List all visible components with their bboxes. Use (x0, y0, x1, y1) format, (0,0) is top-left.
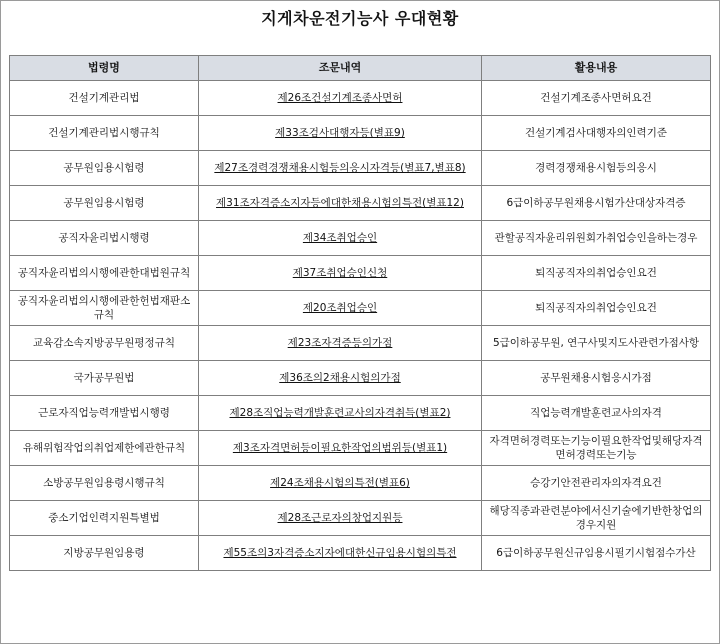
article-link[interactable]: 제55조의3자격증소지자에대한신규임용시험의특전 (223, 547, 457, 559)
article-link-cell[interactable] (199, 326, 482, 361)
law-name-cell: 소방공무원임용령시행규칙 (10, 466, 199, 501)
table-row (10, 466, 711, 501)
header-usage: 활용내용 (482, 56, 711, 81)
table-row (10, 361, 711, 396)
article-link[interactable]: 제3조자격면허등이필요한작업의범위등(별표1) (232, 442, 448, 454)
law-name-cell: 건설기계관리법시행규칙 (10, 116, 199, 151)
law-name-cell: 근로자직업능력개발법시행령 (10, 396, 199, 431)
header-law-name: 법령명 (10, 56, 199, 81)
article-link-cell[interactable] (199, 536, 482, 571)
usage-cell: 퇴직공직자의취업승인요건 (482, 256, 711, 291)
article-link-cell[interactable] (199, 221, 482, 256)
article-link-cell[interactable] (199, 81, 482, 116)
article-link-cell[interactable] (199, 291, 482, 326)
usage-cell: 공무원채용시험응시가점 (482, 361, 711, 396)
article-link-cell[interactable] (199, 361, 482, 396)
article-link[interactable]: 제33조검사대행자등(별표9) (275, 127, 405, 139)
usage-cell: 자격면허경력또는기능이필요한작업및해당자격면허경력또는기능 (482, 431, 711, 466)
article-link-cell[interactable] (199, 151, 482, 186)
law-name-cell: 공무원임용시험령 (10, 151, 199, 186)
usage-cell: 건설기계조종사면허요건 (482, 81, 711, 116)
article-link[interactable]: 제28조근로자의창업지원등 (277, 512, 403, 524)
page-title: 지게차운전기능사 우대현황 (261, 9, 459, 28)
article-link[interactable]: 제36조의2채용시험의가점 (279, 372, 401, 384)
table-row (10, 396, 711, 431)
table-row (10, 501, 711, 536)
table-row (10, 186, 711, 221)
usage-cell: 관할공직자윤리위원회가취업승인을하는경우 (482, 221, 711, 256)
table-row (10, 326, 711, 361)
table-row (10, 291, 711, 326)
article-link[interactable]: 제37조취업승인신청 (292, 267, 388, 279)
table-header-row (10, 56, 711, 81)
law-name-cell: 유해위험작업의취업제한에관한규칙 (10, 431, 199, 466)
article-link-cell[interactable] (199, 466, 482, 501)
article-link[interactable]: 제23조자격증등의가점 (287, 337, 393, 349)
usage-cell: 퇴직공직자의취업승인요건 (482, 291, 711, 326)
article-link[interactable]: 제31조자격증소지자등에대한채용시험의특전(별표12) (216, 197, 464, 209)
law-name-cell: 교육감소속지방공무원평정규칙 (10, 326, 199, 361)
article-link[interactable]: 제26조건설기계조종사면허 (277, 92, 403, 104)
article-link-cell[interactable] (199, 396, 482, 431)
law-name-cell: 중소기업인력지원특별법 (10, 501, 199, 536)
article-link-cell[interactable] (199, 431, 482, 466)
article-link[interactable]: 제34조취업승인 (302, 232, 378, 244)
table-row (10, 81, 711, 116)
law-name-cell: 지방공무원임용령 (10, 536, 199, 571)
usage-cell: 6급이하공무원채용시험가산대상자격증 (482, 186, 711, 221)
article-link[interactable]: 제28조직업능력개발훈련교사의자격취득(별표2) (229, 407, 451, 419)
table-row (10, 431, 711, 466)
table-row (10, 151, 711, 186)
usage-cell: 직업능력개발훈련교사의자격 (482, 396, 711, 431)
article-link[interactable]: 제27조경력경쟁채용시험등의응시자격등(별표7,별표8) (214, 162, 466, 174)
law-name-cell: 공직자윤리법의시행에관한헌법재판소규칙 (10, 291, 199, 326)
header-article: 조문내역 (199, 56, 482, 81)
article-link-cell[interactable] (199, 501, 482, 536)
usage-cell: 해당직종과관련분야에서신기술에기반한창업의경우지원 (482, 501, 711, 536)
article-link-cell[interactable] (199, 256, 482, 291)
article-link-cell[interactable] (199, 186, 482, 221)
usage-cell: 경력경쟁채용시험등의응시 (482, 151, 711, 186)
table-row (10, 221, 711, 256)
table-row (10, 536, 711, 571)
usage-cell: 6급이하공무원신규임용시필기시험점수가산 (482, 536, 711, 571)
table-row (10, 256, 711, 291)
article-link[interactable]: 제20조취업승인 (302, 302, 378, 314)
law-name-cell: 건설기계관리법 (10, 81, 199, 116)
law-name-cell: 국가공무원법 (10, 361, 199, 396)
article-link[interactable]: 제24조채용시험의특전(별표6) (270, 477, 410, 489)
usage-cell: 승강기안전관리자의자격요건 (482, 466, 711, 501)
law-name-cell: 공무원임용시험령 (10, 186, 199, 221)
usage-cell: 5급이하공무원, 연구사및지도사관련가점사항 (482, 326, 711, 361)
law-name-cell: 공직자윤리법의시행에관한대법원규칙 (10, 256, 199, 291)
law-name-cell: 공직자윤리법시행령 (10, 221, 199, 256)
table-row (10, 116, 711, 151)
article-link-cell[interactable] (199, 116, 482, 151)
preference-table (9, 55, 711, 571)
usage-cell: 건설기계검사대행자의인력기준 (482, 116, 711, 151)
